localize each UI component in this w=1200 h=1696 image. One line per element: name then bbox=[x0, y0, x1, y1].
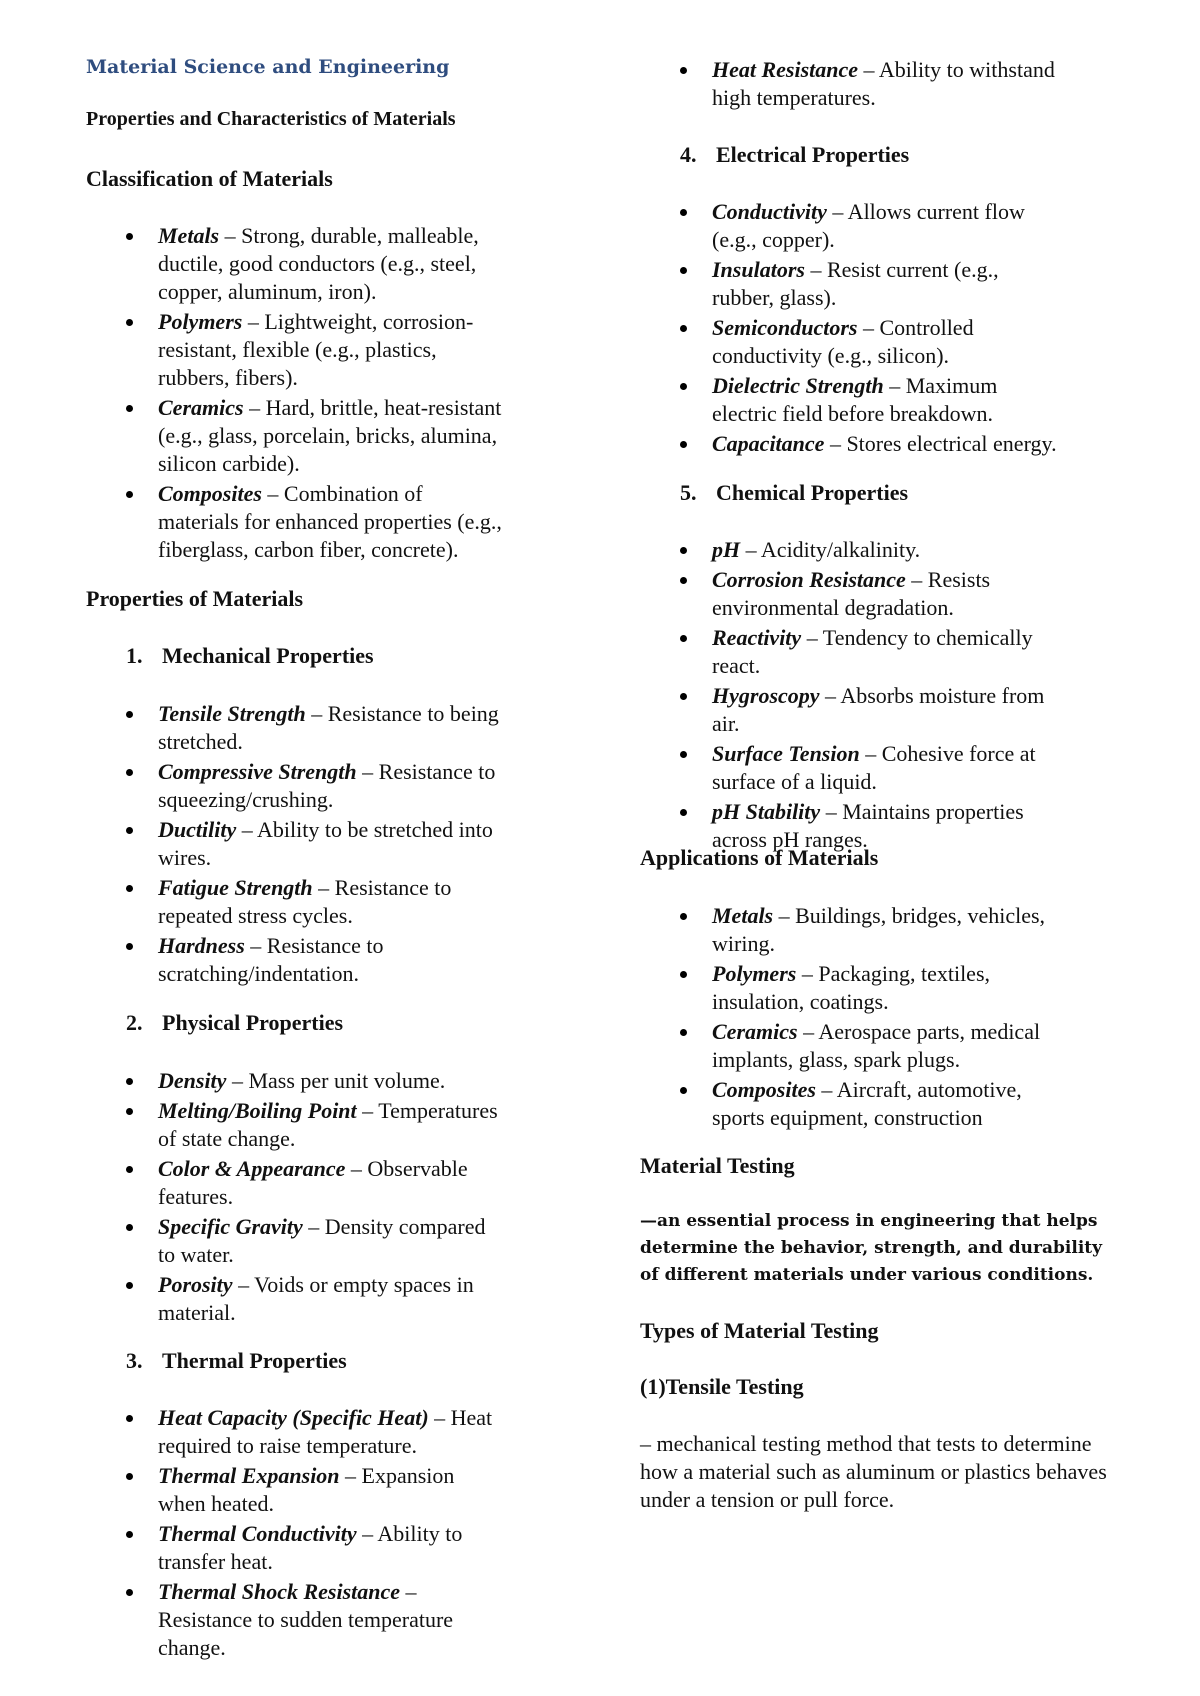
item-term: Conductivity bbox=[712, 199, 827, 224]
bullet-icon bbox=[680, 751, 687, 758]
item-term: Ceramics bbox=[712, 1019, 798, 1044]
item-term: Tensile Strength bbox=[158, 701, 306, 726]
item-description: – Density compared to water. bbox=[158, 1214, 486, 1267]
item-description: – Resistance to repeated stress cycles. bbox=[158, 875, 452, 928]
item-description: – Allows current flow (e.g., copper). bbox=[712, 199, 1025, 252]
thermal-list bbox=[86, 1404, 506, 1664]
bullet-icon bbox=[126, 827, 133, 834]
bullet-icon bbox=[680, 913, 687, 920]
item-description: – Resistance to being stretched. bbox=[158, 701, 499, 754]
material-testing-definition: —an essential process in engineering that helps determine the behavior, strength, and durability of different materials under various conditions. bbox=[640, 1211, 1103, 1285]
item-description: – Observable features. bbox=[158, 1156, 468, 1209]
item-description: – Resistance to scratching/indentation. bbox=[158, 933, 384, 986]
list-item bbox=[86, 816, 506, 872]
properties-heading: Properties of Materials bbox=[86, 586, 304, 611]
item-description: – Resistance to sudden temperature change. bbox=[158, 1579, 454, 1660]
bullet-icon bbox=[126, 319, 133, 326]
list-item bbox=[640, 624, 1060, 680]
bullet-icon bbox=[126, 1531, 133, 1538]
item-description: – Aerospace parts, medical implants, glass, spark plugs. bbox=[712, 1019, 1041, 1072]
item-term: Thermal Shock Resistance bbox=[158, 1579, 401, 1604]
list-item bbox=[640, 682, 1060, 738]
item-description: – Buildings, bridges, vehicles, wiring. bbox=[712, 903, 1046, 956]
item-description: – Lightweight, corrosion-resistant, flexible (e.g., plastics, rubbers, fibers). bbox=[158, 309, 474, 390]
bullet-icon bbox=[126, 1282, 133, 1289]
item-term: Compressive Strength bbox=[158, 759, 357, 784]
item-description: – Resistance to squeezing/crushing. bbox=[158, 759, 496, 812]
bullet-icon bbox=[126, 491, 133, 498]
bullet-icon bbox=[680, 577, 687, 584]
item-description: – Ability to be stretched into wires. bbox=[158, 817, 493, 870]
chemical-list bbox=[640, 536, 1060, 856]
item-term: Ceramics bbox=[158, 395, 244, 420]
bullet-icon bbox=[126, 1166, 133, 1173]
list-item bbox=[640, 902, 1060, 958]
item-term: Heat Resistance bbox=[712, 57, 859, 82]
list-item bbox=[86, 758, 506, 814]
bullet-icon bbox=[680, 693, 687, 700]
list-item bbox=[86, 1271, 506, 1327]
item-description: – Strong, durable, malleable, ductile, good conductors (e.g., steel, copper, aluminum, iron). bbox=[158, 223, 479, 304]
bullet-icon bbox=[680, 1029, 687, 1036]
bullet-icon bbox=[680, 209, 687, 216]
item-term: pH Stability bbox=[712, 799, 821, 824]
item-term: Metals bbox=[712, 903, 774, 928]
item-description: – Resists environmental degradation. bbox=[712, 567, 991, 620]
bullet-icon bbox=[126, 1415, 133, 1422]
item-term: Thermal Conductivity bbox=[158, 1521, 357, 1546]
item-term: Corrosion Resistance bbox=[712, 567, 906, 592]
document-subtitle: Properties and Characteristics of Materials bbox=[86, 108, 456, 130]
item-description: – Ability to transfer heat. bbox=[158, 1521, 463, 1574]
item-description: – Cohesive force at surface of a liquid. bbox=[712, 741, 1036, 794]
bullet-icon bbox=[680, 1087, 687, 1094]
bullet-icon bbox=[680, 325, 687, 332]
bullet-icon bbox=[680, 267, 687, 274]
item-term: Capacitance bbox=[712, 431, 825, 456]
item-term: Surface Tension bbox=[712, 741, 860, 766]
bullet-icon bbox=[680, 67, 687, 74]
item-term: Density bbox=[158, 1068, 227, 1093]
item-description: – Absorbs moisture from air. bbox=[712, 683, 1045, 736]
item-term: Composites bbox=[712, 1077, 816, 1102]
list-item bbox=[640, 256, 1060, 312]
bullet-icon bbox=[126, 711, 133, 718]
item-description: – Mass per unit volume. bbox=[226, 1068, 446, 1093]
item-term: Porosity bbox=[158, 1272, 233, 1297]
bullet-icon bbox=[680, 809, 687, 816]
item-term: Polymers bbox=[158, 309, 243, 334]
mechanical-list bbox=[86, 700, 506, 990]
list-item bbox=[86, 308, 506, 392]
list-item bbox=[86, 1067, 506, 1095]
item-term: Composites bbox=[158, 481, 262, 506]
list-item bbox=[86, 700, 506, 756]
applications-heading: Applications of Materials bbox=[640, 845, 879, 870]
list-item bbox=[640, 960, 1060, 1016]
item-term: Hygroscopy bbox=[712, 683, 820, 708]
electrical-list bbox=[640, 198, 1060, 460]
item-term: Semiconductors bbox=[712, 315, 858, 340]
list-item bbox=[86, 1404, 506, 1460]
bullet-icon bbox=[126, 769, 133, 776]
item-description: – Maintains properties across pH ranges. bbox=[712, 799, 1024, 852]
item-term: Thermal Expansion bbox=[158, 1463, 340, 1488]
list-item bbox=[640, 566, 1060, 622]
item-description: – Stores electrical energy. bbox=[824, 431, 1057, 456]
applications-list bbox=[640, 902, 1060, 1134]
item-term: pH bbox=[712, 537, 741, 562]
bullet-icon bbox=[126, 1108, 133, 1115]
item-term: Metals bbox=[158, 223, 220, 248]
thermal-list-continued bbox=[640, 56, 1060, 114]
bullet-icon bbox=[680, 547, 687, 554]
item-description: – Voids or empty spaces in material. bbox=[158, 1272, 474, 1325]
list-item bbox=[640, 198, 1060, 254]
list-item bbox=[640, 536, 1060, 564]
list-item bbox=[86, 222, 506, 306]
list-item bbox=[86, 394, 506, 478]
physical-list bbox=[86, 1067, 506, 1329]
bullet-icon bbox=[680, 971, 687, 978]
list-item bbox=[86, 480, 506, 564]
list-item bbox=[86, 932, 506, 988]
item-description: – Resist current (e.g., rubber, glass). bbox=[712, 257, 999, 310]
list-item bbox=[86, 874, 506, 930]
material-testing-heading: Material Testing bbox=[640, 1153, 795, 1178]
list-item bbox=[86, 1462, 506, 1518]
bullet-icon bbox=[126, 233, 133, 240]
item-term: Fatigue Strength bbox=[158, 875, 313, 900]
list-item bbox=[640, 1018, 1060, 1074]
list-item bbox=[640, 314, 1060, 370]
list-item bbox=[640, 56, 1060, 112]
types-of-testing-heading: Types of Material Testing bbox=[640, 1318, 879, 1343]
item-description: – Aircraft, automotive, sports equipment, construction bbox=[712, 1077, 1022, 1130]
list-item bbox=[86, 1097, 506, 1153]
item-term: Color & Appearance bbox=[158, 1156, 346, 1181]
bullet-icon bbox=[126, 885, 133, 892]
item-term: Reactivity bbox=[712, 625, 802, 650]
item-description: – Maximum electric field before breakdown. bbox=[712, 373, 998, 426]
item-description: – Controlled conductivity (e.g., silicon). bbox=[712, 315, 974, 368]
bullet-icon bbox=[680, 383, 687, 390]
item-description: – Ability to withstand high temperatures. bbox=[712, 57, 1055, 110]
item-term: Melting/Boiling Point bbox=[158, 1098, 357, 1123]
item-description: – Hard, brittle, heat-resistant (e.g., glass, porcelain, bricks, alumina, silicon carbide). bbox=[158, 395, 502, 476]
bullet-icon bbox=[126, 943, 133, 950]
tensile-testing-description: – mechanical testing method that tests to determine how a material such as aluminum or plastics behaves under a tension or pull force. bbox=[640, 1431, 1107, 1512]
list-item bbox=[86, 1520, 506, 1576]
bullet-icon bbox=[126, 405, 133, 412]
bullet-icon bbox=[126, 1078, 133, 1085]
list-item bbox=[640, 372, 1060, 428]
list-item bbox=[640, 430, 1060, 458]
bullet-icon bbox=[126, 1589, 133, 1596]
item-term: Dielectric Strength bbox=[712, 373, 884, 398]
item-description: – Combination of materials for enhanced properties (e.g., fiberglass, carbon fiber, concrete). bbox=[158, 481, 502, 562]
item-term: Hardness bbox=[158, 933, 245, 958]
item-description: – Tendency to chemically react. bbox=[712, 625, 1033, 678]
item-term: Heat Capacity (Specific Heat) bbox=[158, 1405, 429, 1430]
list-item bbox=[86, 1578, 506, 1662]
item-description: – Acidity/alkalinity. bbox=[740, 537, 921, 562]
list-item bbox=[640, 1076, 1060, 1132]
classification-heading: Classification of Materials bbox=[86, 166, 333, 191]
tensile-testing-heading: (1)Tensile Testing bbox=[640, 1374, 804, 1399]
item-term: Ductility bbox=[158, 817, 237, 842]
bullet-icon bbox=[680, 635, 687, 642]
document-title: Material Science and Engineering bbox=[86, 56, 450, 78]
item-description: – Heat required to raise temperature. bbox=[158, 1405, 493, 1458]
item-description: – Expansion when heated. bbox=[158, 1463, 455, 1516]
bullet-icon bbox=[126, 1473, 133, 1480]
item-term: Specific Gravity bbox=[158, 1214, 303, 1239]
list-item bbox=[86, 1155, 506, 1211]
list-item bbox=[86, 1213, 506, 1269]
item-description: – Temperatures of state change. bbox=[158, 1098, 498, 1151]
bullet-icon bbox=[126, 1224, 133, 1231]
list-item bbox=[640, 740, 1060, 796]
item-term: Polymers bbox=[712, 961, 797, 986]
bullet-icon bbox=[680, 441, 687, 448]
item-description: – Packaging, textiles, insulation, coatings. bbox=[712, 961, 991, 1014]
item-term: Insulators bbox=[712, 257, 805, 282]
classification-list bbox=[86, 222, 506, 566]
